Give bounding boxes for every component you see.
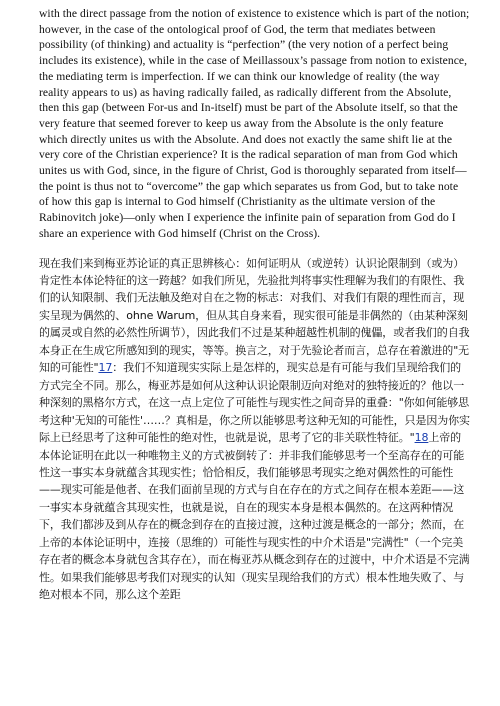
footnote-link-17[interactable]: 17 xyxy=(98,361,113,375)
chinese-paragraph xyxy=(39,255,470,604)
chinese-text-part-1: 现在我们来到梅亚苏论证的真正思辨核心：如何证明从（或逆转）认识论限制到（或为）肯定性本体论特征的这一跨越？如我们所见，先验批判将事实性理解为我们的有限性、我们的认知限制、我们无法触及绝对自在之物的标志：对我们、对我们有限的理性而言，现实呈现为偶然的、ohne Warum，但从其自身来看，现实很可能是非偶然的（由某种深刻的属灵或自然的必然性所调节），因此我们不过是某种超越性机制的傀儡，或者我们的自我本身正在生成它所感知到的现实，等等。换言之，对于先验论者而言，总存在着激进的"无知的可能性" xyxy=(39,256,470,375)
footnote-link-18[interactable]: 18 xyxy=(414,431,429,445)
chinese-text-part-3: 上帝的本体论证明在此以一种唯物主义的方式被倒转了：并非我们能够思考一个至高存在的可能性这一事实本身就蕴含其现实性；恰恰相反，我们能够思考现实之绝对偶然性的可能性——现实可能是他者、在我们面前呈现的方式与自在存在的方式之间存在根本差距——这一事实本身就蕴含其现实性，也就是说，自在的现实本身是根本偶然的。在这两种情况下，我们都涉及到从存在的概念到存在的直接过渡，这种过渡是概念的一部分；然而，在上帝的本体论证明中，连接（思维的）可能性与现实性的中介术语是"完满性"（一个完美存在者的概念本身就包含其存在），而在梅亚苏从概念到存在的过渡中，中介术语是不完满性。如果我们能够思考我们对现实的认知（现实呈现给我们的方式）根本性地失败了、与绝对根本不同，那么这个差距 xyxy=(39,431,470,602)
english-paragraph: with the direct passage from the notion of existence to existence which is part of the notion; however, in the case of the ontological proof of God, the term that mediates between possibility (of thinking) and actuality is “perfection” (the very notion of a perfect being includes its existence), while in the case of Meillassoux’s passage from notion to existence, the mediating term is imperfection. If we can think our knowledge of reality (the way reality appears to us) as having radically failed, as radically different from the Absolute, then this gap (between For-us and In-itself) must be part of the Absolute itself, so that the very feature that seemed forever to keep us away from the Absolute is the only feature which directly unites us with the Absolute. And does not exactly the same shift lie at the very core of the Christian experience? It is the radical separation of man from God which unites us with God, since, in the figure of Christ, God is thoroughly separated from itself—the point is thus not to “overcome” the gap which separates us from God, but to take note of how this gap is internal to God himself (Christianity as the ultimate version of the Rabinovitch joke)—only when I experience the infinite pain of separation from God do I share an experience with God himself (Christ on the Cross). xyxy=(39,7,470,240)
chinese-text-part-2: ：我们不知道现实实际上是怎样的，现实总是有可能与我们呈现给我们的方式完全不同。那么，梅亚苏是如何从这种认识论限制迈向对绝对的独特接近的？他以一种深刻的黑格尔方式，在这一点上定位了可能性与现实性之间奇异的重叠："你如何能够思考这种'无知的可能性'……？真相是，你之所以能够思考这种无知的可能性，只是因为你实际上已经思考了这种可能性的绝对性，也就是说，思考了它的非关联性特征。" xyxy=(39,361,470,445)
